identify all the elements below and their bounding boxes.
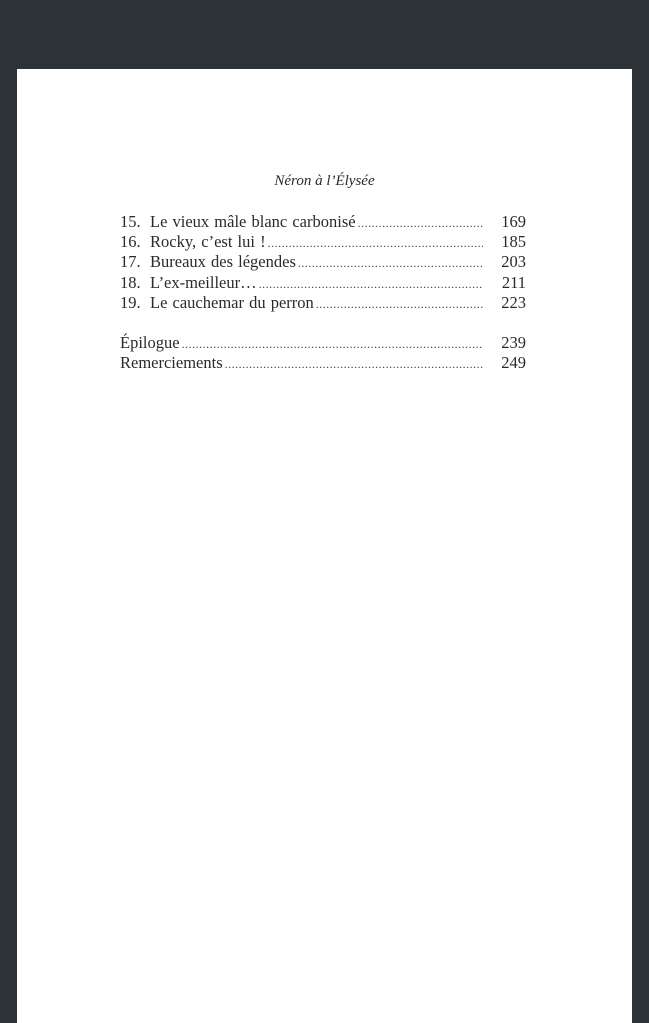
dot-leader [259,274,483,294]
chapter-title: Le cauchemar du perron [150,292,314,312]
chapter-number: 16. [120,232,141,252]
chapter-title: L’ex-meilleur… [150,272,257,292]
section-gap [120,313,526,333]
toc-entry-chapter-18[interactable] [120,273,526,293]
dot-leader [225,354,483,374]
toc-entry-chapter-16[interactable] [120,232,526,252]
dot-leader [358,213,483,233]
dot-leader [268,233,483,253]
page-number: 211 [501,272,526,292]
toc-entry-epilogue[interactable] [120,333,526,353]
toc-entry-acknowledgements[interactable] [120,353,526,373]
dot-leader [182,334,483,354]
chapter-number: 17. [120,252,141,272]
toc-entry-chapter-17[interactable] [120,252,526,272]
table-of-contents [120,212,526,373]
toc-entry-chapter-15[interactable] [120,212,526,232]
dot-leader [316,294,483,314]
book-page[interactable] [17,69,632,1023]
chapter-title: Le vieux mâle blanc carbonisé [150,212,356,231]
running-head: Néron à l’Élysée [274,173,375,189]
page-number: 185 [501,232,526,252]
section-title: Remerciements [120,353,223,373]
page-number: 239 [501,332,526,352]
toc-entry-chapter-19[interactable] [120,293,526,313]
page-number: 223 [501,292,526,312]
chapter-title: Bureaux des légendes [150,252,296,272]
chapter-title: Rocky, c’est lui ! [150,232,266,252]
page-number: 249 [501,353,526,373]
page-number: 169 [501,212,526,231]
dot-leader [298,253,483,273]
page-number: 203 [501,252,526,272]
chapter-number: 18. [120,272,141,292]
section-title: Épilogue [120,332,180,352]
chapter-number: 15. [120,212,141,231]
chapter-number: 19. [120,292,141,312]
